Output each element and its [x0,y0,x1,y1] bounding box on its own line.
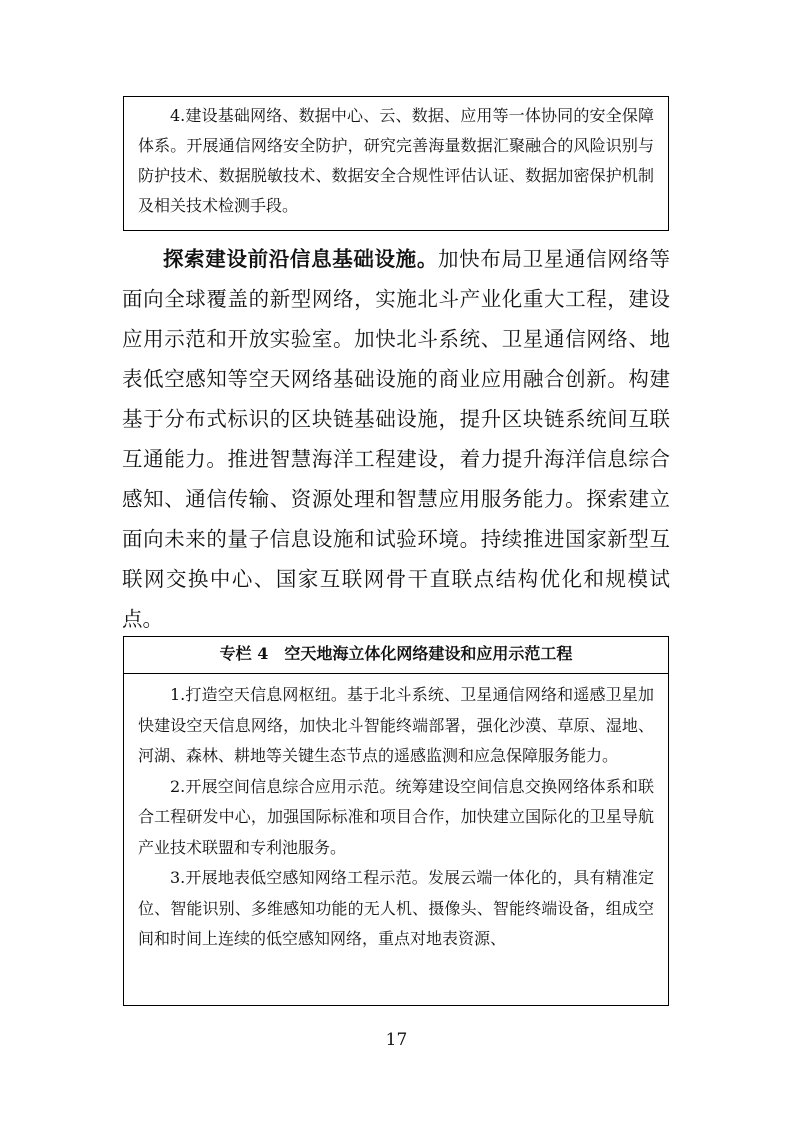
column4-box [123,636,669,1006]
top-box-text: 4.建设基础网络、数据中心、云、数据、应用等一体协同的安全保障体系。开展通信网络安全防护，研究完善海量数据汇聚融合的风险识别与防护技术、数据脱敏技术、数据安全合规性评估认证、数据加密保护机制及相关技术检测手段。 [138,106,654,215]
paragraph-text: 加快布局卫星通信网络等面向全球覆盖的新型网络，实施北斗产业化重大工程，建设应用示范和开放实验室。加快北斗系统、卫星通信网络、地表低空感知等空天网络基础设施的商业应用融合创新。构建基于分布式标识的区块链基础设施，提升区块链系统间互联互通能力。推进智慧海洋工程建设，着力提升海洋信息综合感知、通信传输、资源处理和智慧应用服务能力。探索建立面向未来的量子信息设施和试验环境。持续推进国家新型互联网交换中心、国家互联网骨干直联点结构优化和规模试点。 [122,247,671,631]
page-number: 17 [385,1030,408,1050]
top-box [123,96,669,231]
column4-item-2: 2.开展空间信息综合应用示范。统筹建设空间信息交换网络体系和联合工程研发中心，加强国际标准和项目合作，加快建立国际化的卫星导航产业技术联盟和专利池服务。 [138,776,654,857]
main-paragraph [122,239,670,639]
column4-item-1: 1.打造空天信息网枢纽。基于北斗系统、卫星通信网络和遥感卫星加快建设空天信息网络，加快北斗智能终端部署，强化沙漠、草原、湿地、河湖、森林、耕地等关键生态节点的遥感监测和应急保障服务能力。 [138,685,654,765]
column4-item-3: 3.开展地表低空感知网络工程示范。发展云端一体化的，具有精准定位、智能识别、多维感知功能的无人机、摄像头、智能终端设备，组成空间和时间上连续的低空感知网络，重点对地表资源、 [138,868,654,948]
paragraph-lead: 探索建设前沿信息基础设施。 [163,247,438,271]
column4-title: 专栏 4 空天地海立体化网络建设和应用示范工程 [124,637,668,674]
column4-content [124,674,668,955]
